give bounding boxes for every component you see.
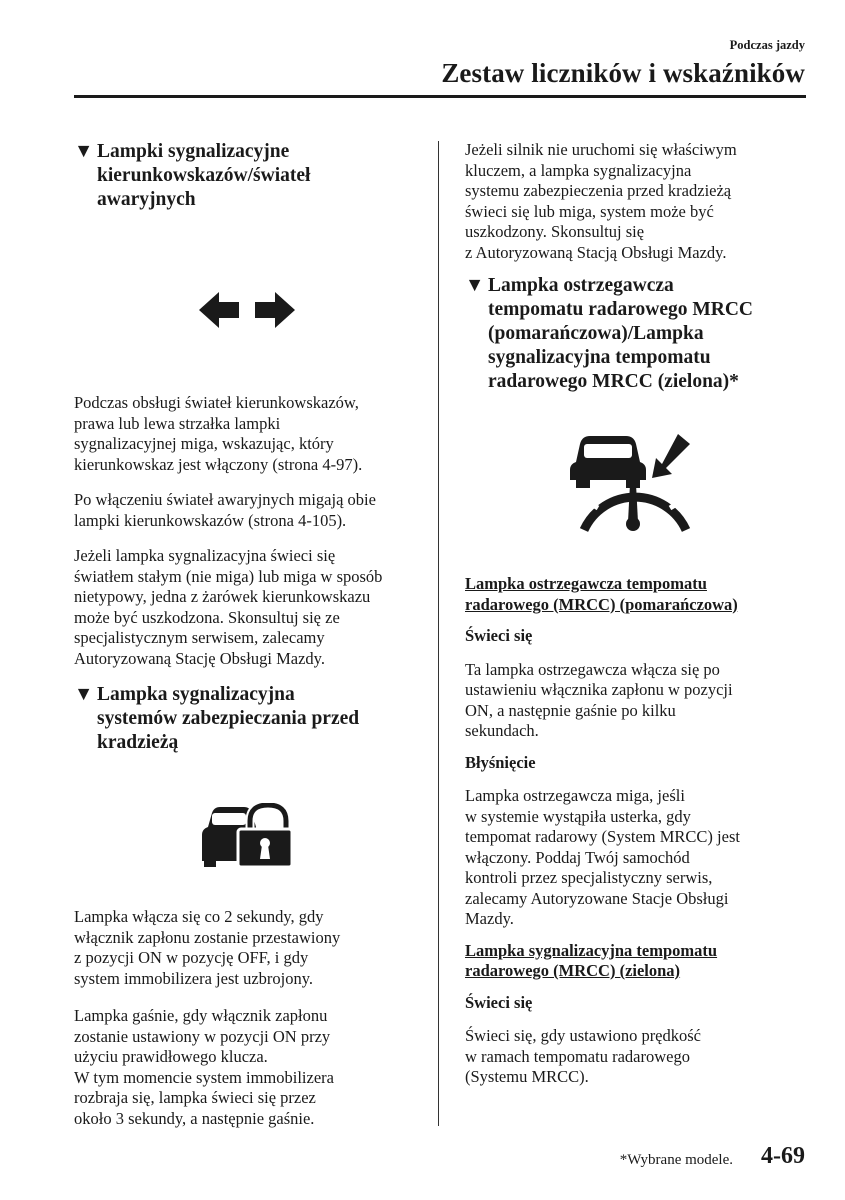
- turn-signal-paragraph-3: Jeżeli lampka sygnalizacyjna świeci się światłem stałym (nie miga) lub miga w sposób nietypowy, jedna z żarówek kierunkowskazu może być uszkodzona. Skonsultuj się ze specjalistycznym serwisem, zalecamy Autoryzowaną Stację Obsługi Mazdy.: [74, 546, 383, 668]
- mrcc-orange-subheading: Lampka ostrzegawcza tempomatu radarowego (MRCC) (pomarańczowa): [465, 574, 738, 614]
- triangle-marker-icon: ▼: [74, 684, 94, 705]
- mrcc-green-subheading: Lampka sygnalizacyjna tempomatu radarowego (MRCC) (zielona): [465, 940, 718, 980]
- page-title: Zestaw liczników i wskaźników: [441, 58, 805, 88]
- mrcc-orange-on-label: Świeci się: [465, 626, 533, 645]
- mrcc-green-on-label: Świeci się: [465, 992, 533, 1012]
- mrcc-radar-cruise-icon: [568, 432, 692, 536]
- turn-signal-heading: ▼ Lampki sygnalizacyjne kierunkowskazów/świateł awaryjnych: [74, 141, 311, 210]
- mrcc-orange-on-paragraph: Ta lampka ostrzegawcza włącza się po ustawieniu włącznika zapłonu w pozycji ON, a następnie gaśnie po kilku sekundach.: [465, 659, 733, 740]
- security-icon-wrap: [74, 803, 420, 869]
- security-heading: ▼ Lampka sygnalizacyjna systemów zabezpieczania przed kradzieżą: [74, 684, 360, 753]
- footer-note: *Wybrane modele.: [619, 1152, 733, 1168]
- section-label: Podczas jazdy: [729, 38, 805, 52]
- turn-signal-paragraph-1: Podczas obsługi świateł kierunkowskazów, prawa lub lewa strzałka lampki sygnalizacyjnej miga, wskazując, który kierunkowskaz jest włączony (strona 4-97).: [74, 393, 363, 474]
- security-paragraph-2: Lampka gaśnie, gdy włącznik zapłonu zostanie ustawiony w pozycji ON przy użyciu prawidłowego klucza. W tym momencie system immobilizera rozbraja się, lampka świeci się przez około 3 sekundy, a następnie gaśnie.: [74, 1006, 334, 1128]
- title-rule: [74, 95, 806, 98]
- left-column: [74, 140, 420, 1129]
- column-divider: [438, 141, 439, 1126]
- mrcc-icon-wrap: [465, 432, 810, 536]
- security-continued-paragraph: Jeżeli silnik nie uruchomi się właściwym kluczem, a lampka sygnalizacyjna systemu zabezpieczenia przed kradzieżą świeci się lub miga, system może być uszkodzony. Skonsultuj się z Autoryzowaną Stacją Obsługi Mazdy.: [465, 140, 737, 262]
- mrcc-green-on-paragraph: Świeci się, gdy ustawiono prędkość w ramach tempomatu radarowego (Systemu MRCC).: [465, 1026, 702, 1086]
- security-car-lock-icon: [200, 803, 294, 869]
- turn-signal-icon-wrap: [74, 290, 420, 330]
- right-column: [465, 140, 810, 1088]
- page-number: 4-69: [761, 1143, 805, 1169]
- triangle-marker-icon: ▼: [465, 275, 485, 296]
- mrcc-orange-flash-paragraph: Lampka ostrzegawcza miga, jeśli w systemie wystąpiła usterka, gdy tempomat radarowy (System MRCC) jest włączony. Poddaj Twój samochód kontroli przez specjalistyczny serwis, zalecamy Autoryzowane Stacje Obsługi Mazdy.: [465, 786, 740, 928]
- turn-signal-arrows-icon: [199, 290, 295, 330]
- turn-signal-paragraph-2: Po włączeniu świateł awaryjnych migają obie lampki kierunkowskazów (strona 4-105).: [74, 490, 376, 530]
- triangle-marker-icon: ▼: [74, 141, 94, 162]
- mrcc-orange-flash-label: Błyśnięcie: [465, 752, 536, 772]
- mrcc-heading: ▼ Lampka ostrzegawcza tempomatu radarowego MRCC (pomarańczowa)/Lampka sygnalizacyjna tempomatu radarowego MRCC (zielona)*: [465, 275, 754, 392]
- security-paragraph-1: Lampka włącza się co 2 sekundy, gdy włącznik zapłonu zostanie przestawiony z pozycji ON w pozycję OFF, i gdy system immobilizera jest uzbrojony.: [74, 907, 341, 988]
